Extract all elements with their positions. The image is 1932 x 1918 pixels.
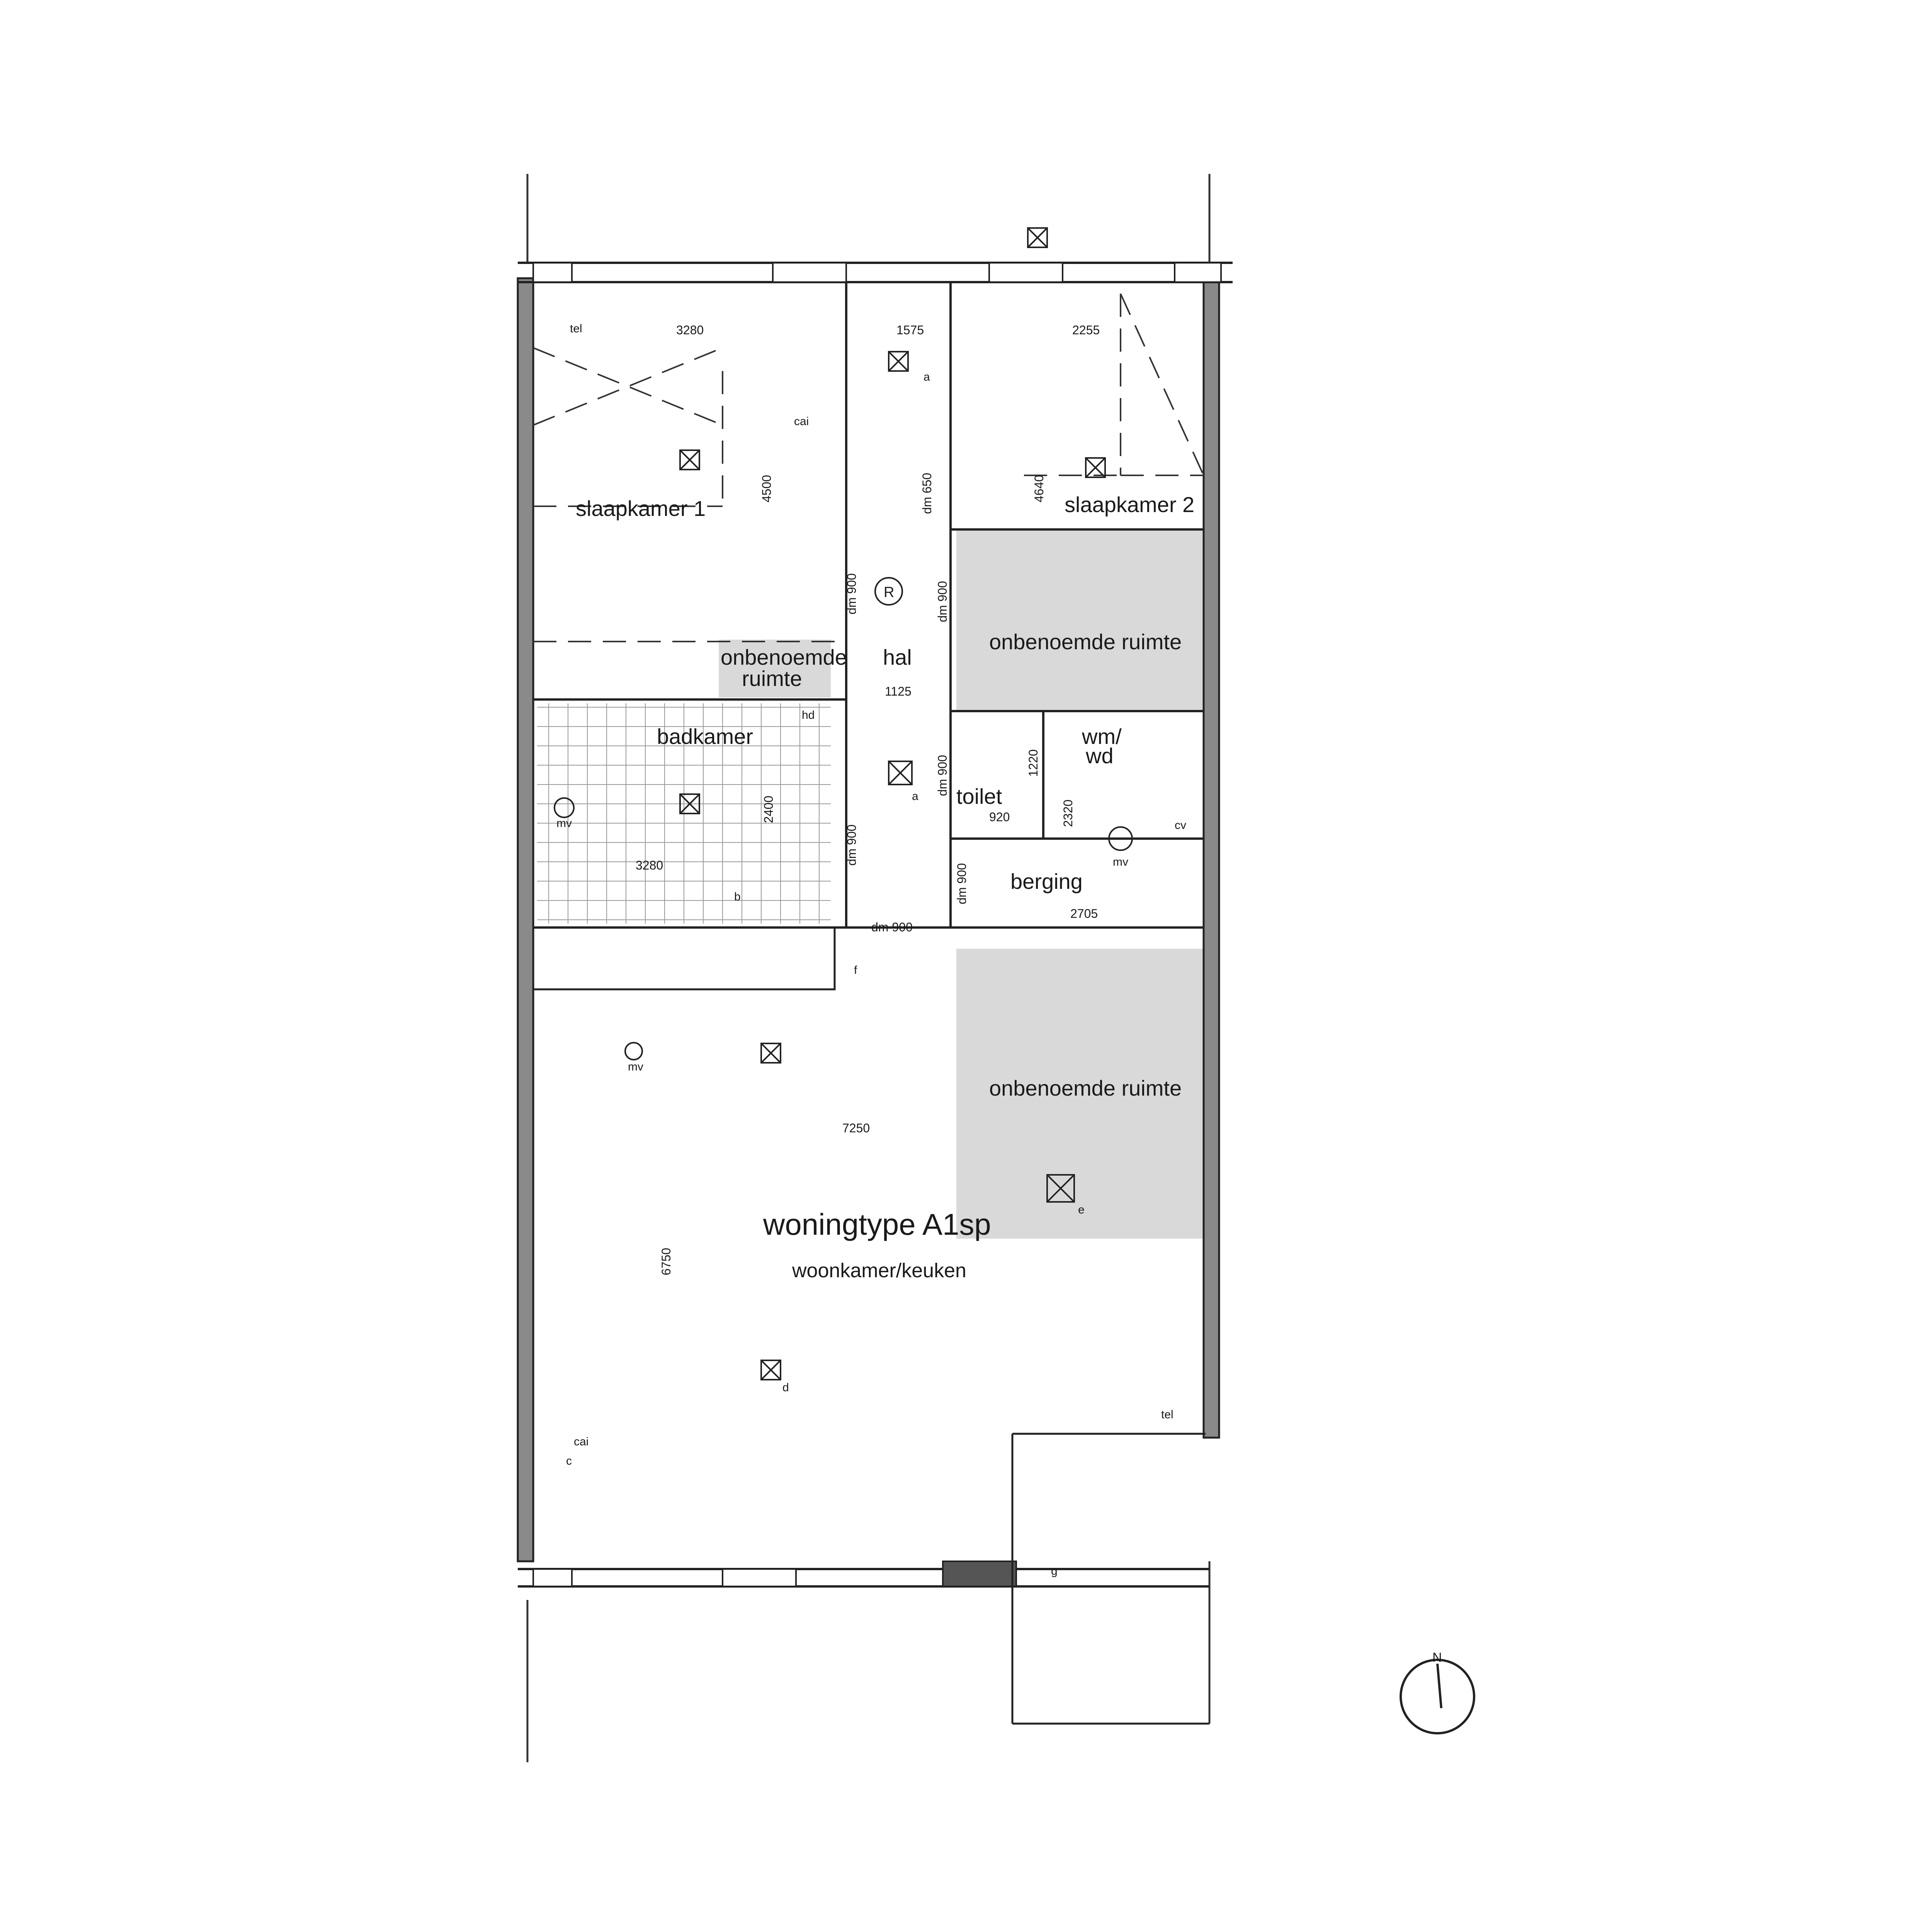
tag-mv-2: mv [628,1060,643,1073]
room-onbenoemde-ruimte-2: onbenoemde ruimte [989,1076,1182,1100]
tag-hd: hd [802,709,815,722]
north-arrow [1401,1660,1474,1733]
dim-dm7: dm 650 [920,473,934,514]
dim-dm3: dm 900 [935,755,949,796]
room-onbenoemde-ruimte-1: onbenoemde ruimte [989,630,1182,654]
tag-tel-1: tel [570,322,582,335]
room-berging: berging [1010,869,1083,893]
dim-11: 2705 [1070,907,1098,921]
unnamed-area-upper [956,529,1206,711]
tag-c: c [566,1455,572,1467]
tag-tel-2: tel [1161,1408,1173,1421]
room-hal: hal [883,645,912,669]
room-badkamer: badkamer [657,724,753,749]
room-slaapkamer-2: slaapkamer 2 [1065,492,1195,517]
dim-3: 2255 [1072,323,1100,337]
dim-14: 1220 [1026,749,1040,777]
tag-mv-3: mv [1113,856,1128,868]
dim-4: 4500 [760,475,774,502]
tag-r: R [884,584,895,601]
tag-cai-2: cai [574,1435,589,1448]
room-onbenoemde-small-b: ruimte [742,666,802,691]
dim-10: 2320 [1061,799,1075,827]
tag-cai-1: cai [794,415,809,428]
dim-dm4: dm 900 [845,824,859,866]
dim-12: 7250 [842,1121,870,1135]
dim-1: 3280 [676,323,704,337]
room-onbenoemde-small-a: onbenoemde [721,645,847,669]
dim-dm6: dm 900 [871,920,913,934]
kitchen-counter [533,928,835,989]
dim-6: 1125 [885,684,912,698]
dim-dm2: dm 900 [935,581,949,622]
dim-5: 4640 [1032,475,1046,502]
north-label: N [1432,1650,1442,1665]
tag-mv-1: mv [556,817,572,830]
dim-dm5: dm 900 [955,863,969,904]
tag-e: e [1078,1203,1085,1216]
room-toilet: toilet [956,784,1002,808]
dim-13: 6750 [659,1247,673,1275]
tag-a-2: a [912,790,918,803]
dim-2: 1575 [896,323,924,337]
tag-d: d [782,1381,789,1394]
tag-a-1: a [923,371,930,383]
room-wmwd-a: wm/ [1082,724,1122,749]
tag-b: b [734,890,741,903]
room-woonkamer-keuken: woonkamer/keuken [792,1259,966,1282]
dim-9: 920 [989,810,1010,824]
dim-8: 3280 [636,858,663,872]
dim-7: 2400 [762,795,776,823]
tag-f: f [854,964,857,977]
wall-right [1204,278,1219,1438]
tag-g: g [1051,1565,1058,1578]
room-slaapkamer-1: slaapkamer 1 [576,496,706,521]
room-wmwd-b: wd [1086,744,1114,768]
tag-cv: cv [1175,819,1186,832]
wall-left [518,278,533,1561]
woningtype-label: woningtype A1sp [763,1207,991,1241]
dim-dm1: dm 900 [845,573,859,614]
